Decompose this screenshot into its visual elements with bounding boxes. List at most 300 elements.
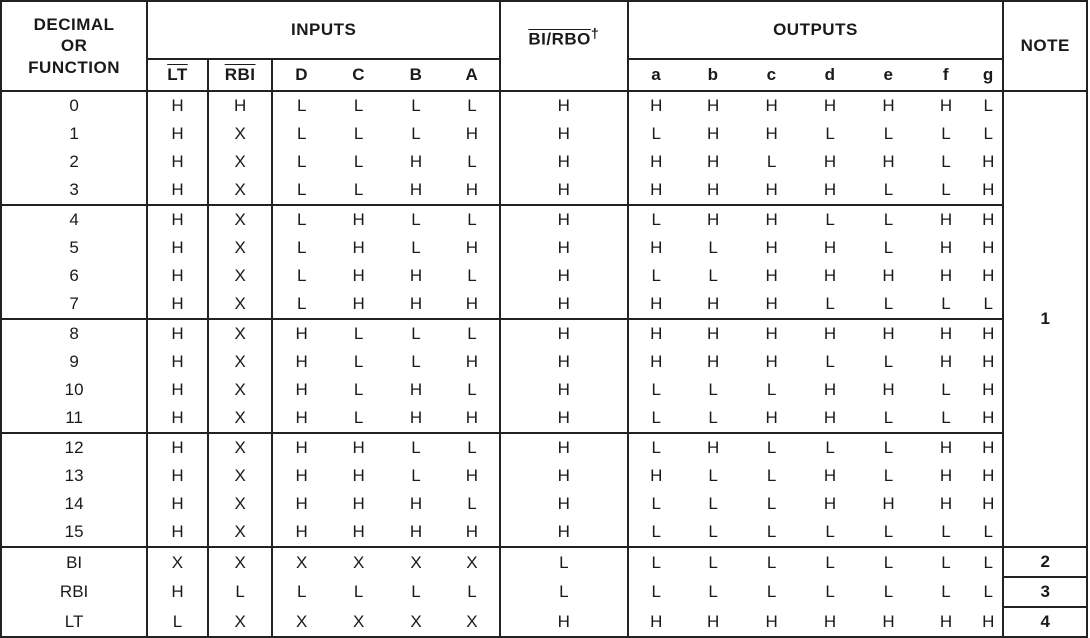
a-cell: L [445,490,500,518]
bi-rbo-cell: H [500,319,627,348]
output-e-cell: H [859,607,917,637]
bi-rbo-cell: H [500,176,627,205]
function-cell: 4 [1,205,147,234]
output-d-cell: H [823,238,837,257]
output-f-cell: H [918,319,974,348]
rbi-cell: X [208,433,273,462]
decimal-label: DECIMAL [33,15,115,35]
b-column-header: B [387,59,444,91]
d-cell: L [296,238,307,257]
a-cell: L [445,376,500,404]
lt-column-header: $\overline{LT}$ [147,59,208,91]
lt-cell: H [147,462,208,490]
output-b-cell: H [706,124,720,143]
output-b-cell: H [684,205,742,234]
output-f-cell: L [918,547,974,577]
b-cell: H [409,152,423,171]
output-d-cell: H [823,152,837,171]
bi-rbo-cell: H [500,607,627,637]
a-cell: L [445,91,500,120]
rbi-cell: X [208,148,273,176]
table-row [1,176,1087,205]
output-f-cell: H [939,266,953,285]
lt-cell: H [147,290,208,319]
output-e-cell: H [882,266,895,285]
output-d-cell: H [823,466,837,485]
output-e-cell: H [882,494,895,513]
output-f-cell: L [941,294,951,313]
lt-cell: H [147,433,208,462]
function-cell: LT [1,607,147,637]
table-row [1,91,1087,120]
lt-cell: H [147,176,208,205]
output-d-cell: L [801,433,859,462]
d-cell: L [296,266,307,285]
function-cell: 0 [1,91,147,120]
bi-rbo-cell: H [500,433,627,462]
b-cell: L [411,582,421,601]
output-c-cell: H [765,352,778,371]
rbi-cell: X [208,176,273,205]
lt-cell: H [147,490,208,518]
output-b-cell: L [708,522,718,541]
output-d-cell: L [825,294,835,313]
function-cell: 9 [1,348,147,376]
bi-rbo-cell: H [500,404,627,433]
d-cell: H [295,380,308,399]
output-g-cell: H [974,262,1003,290]
lt-cell: H [147,518,208,547]
output-g-cell: L [974,91,1003,120]
table-row [1,148,1087,176]
d-cell: L [296,180,307,199]
rbi-cell: X [208,290,273,319]
output-b-cell: H [684,319,742,348]
output-a-cell: H [628,91,684,120]
b-cell: H [409,380,423,399]
output-e-cell: L [859,433,917,462]
function-cell: BI [1,547,147,577]
b-cell: L [387,319,444,348]
function-cell: 14 [1,490,147,518]
function-cell: 6 [1,262,147,290]
note-cell: 4 [1003,607,1087,637]
output-c-cell: H [742,91,800,120]
function-cell: 12 [1,433,147,462]
d-cell: H [272,433,329,462]
d-cell: L [296,294,307,313]
output-b-cell: H [684,91,742,120]
output-e-cell: L [883,124,894,143]
b-cell: H [409,522,423,541]
output-c-cell: L [766,152,777,171]
output-g-cell: H [974,205,1003,234]
b-cell: H [409,494,423,513]
table-row [1,547,1087,577]
c-cell: L [353,408,364,427]
b-cell: L [387,433,444,462]
table-row [1,433,1087,462]
output-b-cell: L [708,266,718,285]
output-b-cell: H [684,607,742,637]
output-a-header: a [628,59,684,91]
rbi-cell: H [208,91,273,120]
output-f-cell: H [918,607,974,637]
function-cell: 1 [1,120,147,148]
a-cell: H [445,176,500,205]
bi-rbo-label: BI/RBO [528,29,591,49]
output-a-cell: H [650,466,663,485]
rbi-cell: X [208,120,273,148]
output-a-cell: L [651,266,661,285]
output-f-cell: L [941,408,951,427]
rbi-column-header: $\overline{RBI}$ [208,59,273,91]
bi-rbo-cell: H [500,462,627,490]
output-a-cell: L [651,582,661,601]
a-cell: X [445,607,500,637]
a-cell: H [445,348,500,376]
c-cell: H [352,494,365,513]
table-row [1,490,1087,518]
lt-cell: H [147,376,208,404]
output-c-cell: H [765,266,778,285]
bi-rbo-cell: H [500,376,627,404]
b-cell: X [387,607,444,637]
output-g-cell: H [974,376,1003,404]
a-cell: H [445,518,500,547]
output-b-cell: L [708,494,718,513]
c-cell: L [353,582,364,601]
d-cell: H [295,494,308,513]
output-g-cell: H [974,462,1003,490]
output-a-cell: L [628,433,684,462]
b-cell: L [411,238,421,257]
output-e-cell: H [882,152,895,171]
table-row [1,120,1087,148]
a-cell: X [445,547,500,577]
rbi-cell: X [208,404,273,433]
output-d-cell: H [823,380,837,399]
output-a-cell: H [650,152,663,171]
c-cell: H [330,433,387,462]
output-a-cell: L [651,408,661,427]
rbi-cell: X [208,490,273,518]
output-e-cell: L [883,180,894,199]
function-cell: 2 [1,148,147,176]
output-f-cell: H [918,91,974,120]
table-row [1,577,1087,607]
bi-rbo-cell: L [500,577,627,607]
bi-rbo-cell: H [500,205,627,234]
d-cell: L [272,91,329,120]
lt-cell: X [147,547,208,577]
b-cell: L [387,205,444,234]
bi-rbo-cell: H [500,490,627,518]
output-d-cell: L [801,547,859,577]
output-f-cell: H [918,205,974,234]
a-cell: H [445,120,500,148]
output-a-cell: L [628,547,684,577]
output-f-cell: H [939,466,953,485]
output-g-cell: H [974,404,1003,433]
output-f-cell: L [941,380,951,399]
a-column-header: A [445,59,500,91]
output-g-cell: H [974,607,1003,637]
lt-cell: H [147,348,208,376]
function-cell: 15 [1,518,147,547]
function-cell: 8 [1,319,147,348]
output-b-cell: L [684,547,742,577]
output-f-header: f [918,59,974,91]
bi-rbo-cell: H [500,234,627,262]
a-cell: L [445,577,500,607]
output-b-cell: H [706,152,720,171]
lt-cell: H [147,234,208,262]
output-f-cell: L [941,152,951,171]
output-e-header: e [859,59,917,91]
output-c-cell: H [742,607,800,637]
output-e-cell: L [883,522,894,541]
function-cell: RBI [1,577,147,607]
output-d-cell: H [823,408,837,427]
output-c-cell: H [742,205,800,234]
bi-rbo-cell: H [500,120,627,148]
output-c-cell: H [742,319,800,348]
output-g-cell: H [974,148,1003,176]
table-row [1,607,1087,637]
output-b-cell: L [708,466,718,485]
rbi-cell: X [208,547,273,577]
output-a-cell: H [650,238,663,257]
output-a-cell: L [651,494,661,513]
decimal-function-header [1,1,147,91]
output-g-cell: L [974,120,1003,148]
c-cell: L [330,91,387,120]
output-g-cell: H [974,319,1003,348]
b-cell: L [411,352,421,371]
a-cell: H [445,404,500,433]
b-cell: H [409,408,423,427]
output-d-cell: L [825,522,835,541]
output-a-cell: H [628,607,684,637]
output-d-cell: H [801,319,859,348]
rbi-cell: X [208,319,273,348]
c-cell: L [353,352,364,371]
output-d-cell: L [825,124,835,143]
note-cell: 3 [1003,577,1087,607]
table-row [1,234,1087,262]
output-a-cell: H [628,319,684,348]
output-g-cell: H [974,490,1003,518]
output-b-header: b [684,59,742,91]
output-e-cell: L [883,408,894,427]
table-row [1,518,1087,547]
rbi-cell: X [208,348,273,376]
lt-cell: H [147,120,208,148]
output-d-cell: H [823,266,837,285]
rbi-cell: L [208,577,273,607]
output-g-cell: L [974,290,1003,319]
output-c-header: c [742,59,800,91]
output-g-cell: H [974,433,1003,462]
output-e-cell: H [882,380,895,399]
bi-rbo-cell: L [500,547,627,577]
output-b-cell: H [684,433,742,462]
output-d-cell: H [801,607,859,637]
function-cell: 3 [1,176,147,205]
function-cell: 5 [1,234,147,262]
d-cell: X [272,547,329,577]
c-cell: H [352,522,365,541]
output-e-cell: L [883,238,894,257]
d-cell: L [296,152,307,171]
output-c-cell: L [742,433,800,462]
output-f-cell: H [939,238,953,257]
output-e-cell: L [859,205,917,234]
outputs-header: OUTPUTS [628,1,1004,59]
output-d-cell: L [825,582,835,601]
output-d-cell: H [823,180,837,199]
c-cell: H [352,266,365,285]
output-e-cell: L [859,547,917,577]
output-c-cell: H [765,408,778,427]
output-b-cell: L [708,582,718,601]
lt-cell: H [147,205,208,234]
table-row [1,404,1087,433]
output-e-cell: L [883,352,894,371]
b-cell: L [387,91,444,120]
output-a-cell: H [650,352,663,371]
c-cell: H [352,466,365,485]
d-cell: L [272,205,329,234]
bi-rbo-cell: H [500,148,627,176]
output-b-cell: L [708,408,718,427]
function-cell: 11 [1,404,147,433]
b-cell: L [411,466,421,485]
output-f-cell: L [941,180,951,199]
d-column-header: D [272,59,329,91]
output-b-cell: H [706,180,720,199]
output-g-cell: L [974,547,1003,577]
a-cell: L [445,205,500,234]
output-d-cell: L [825,352,835,371]
output-g-cell: H [974,348,1003,376]
output-a-cell: H [650,180,663,199]
c-column-header: C [330,59,387,91]
output-c-cell: L [742,547,800,577]
bi-rbo-cell: H [500,262,627,290]
output-d-header: d [801,59,859,91]
output-a-cell: L [651,522,661,541]
d-cell: H [295,466,308,485]
output-a-cell: L [651,124,661,143]
output-e-cell: H [859,319,917,348]
truth-table-body [1,91,1087,637]
bi-rbo-cell: H [500,348,627,376]
output-b-cell: L [708,380,718,399]
note-header: NOTE [1003,1,1087,91]
a-cell: H [445,462,500,490]
d-cell: H [295,522,308,541]
output-f-cell: L [941,522,951,541]
a-cell: L [445,148,500,176]
output-d-cell: H [823,494,837,513]
lt-cell: H [147,319,208,348]
b-cell: L [411,124,421,143]
b-cell: X [387,547,444,577]
lt-cell: H [147,91,208,120]
output-c-cell: L [766,466,777,485]
lt-cell: H [147,577,208,607]
note-cell: 2 [1003,547,1087,577]
d-cell: L [296,124,307,143]
d-cell: H [295,408,308,427]
function-label: FUNCTION [28,57,120,77]
output-f-cell: L [941,124,951,143]
c-cell: X [330,547,387,577]
c-cell: L [330,319,387,348]
d-cell: H [295,352,308,371]
c-cell: L [353,180,364,199]
output-e-cell: L [883,294,894,313]
table-row [1,290,1087,319]
d-cell: X [272,607,329,637]
c-cell: X [330,607,387,637]
rbi-cell: X [208,462,273,490]
output-g-cell: L [974,577,1003,607]
lt-cell: H [147,148,208,176]
output-f-cell: L [941,582,951,601]
output-a-cell: H [650,294,663,313]
table-row [1,348,1087,376]
table-row [1,376,1087,404]
output-g-cell: L [974,518,1003,547]
output-e-cell: H [859,91,917,120]
output-b-cell: L [708,238,718,257]
output-e-cell: L [883,582,894,601]
rbi-cell: X [208,607,273,637]
d-cell: H [272,319,329,348]
bi-rbo-cell: H [500,91,627,120]
b-cell: H [409,180,423,199]
bi-rbo-header [500,1,627,91]
a-cell: L [445,433,500,462]
c-cell: H [330,205,387,234]
c-cell: L [353,152,364,171]
rbi-cell: X [208,205,273,234]
table-row [1,462,1087,490]
output-a-cell: L [651,380,661,399]
lt-cell: H [147,262,208,290]
note-cell: 1 [1003,91,1087,547]
output-g-cell: H [974,234,1003,262]
c-cell: L [353,124,364,143]
function-cell: 10 [1,376,147,404]
rbi-cell: X [208,234,273,262]
output-c-cell: L [766,582,777,601]
c-cell: L [353,380,364,399]
rbi-cell: X [208,376,273,404]
function-cell: 13 [1,462,147,490]
inputs-header: INPUTS [147,1,500,59]
function-cell: 7 [1,290,147,319]
output-c-cell: H [765,180,778,199]
output-e-cell: L [883,466,894,485]
output-c-cell: H [765,124,778,143]
dagger-mark: † [590,26,600,42]
a-cell: H [445,290,500,319]
table-row [1,319,1087,348]
